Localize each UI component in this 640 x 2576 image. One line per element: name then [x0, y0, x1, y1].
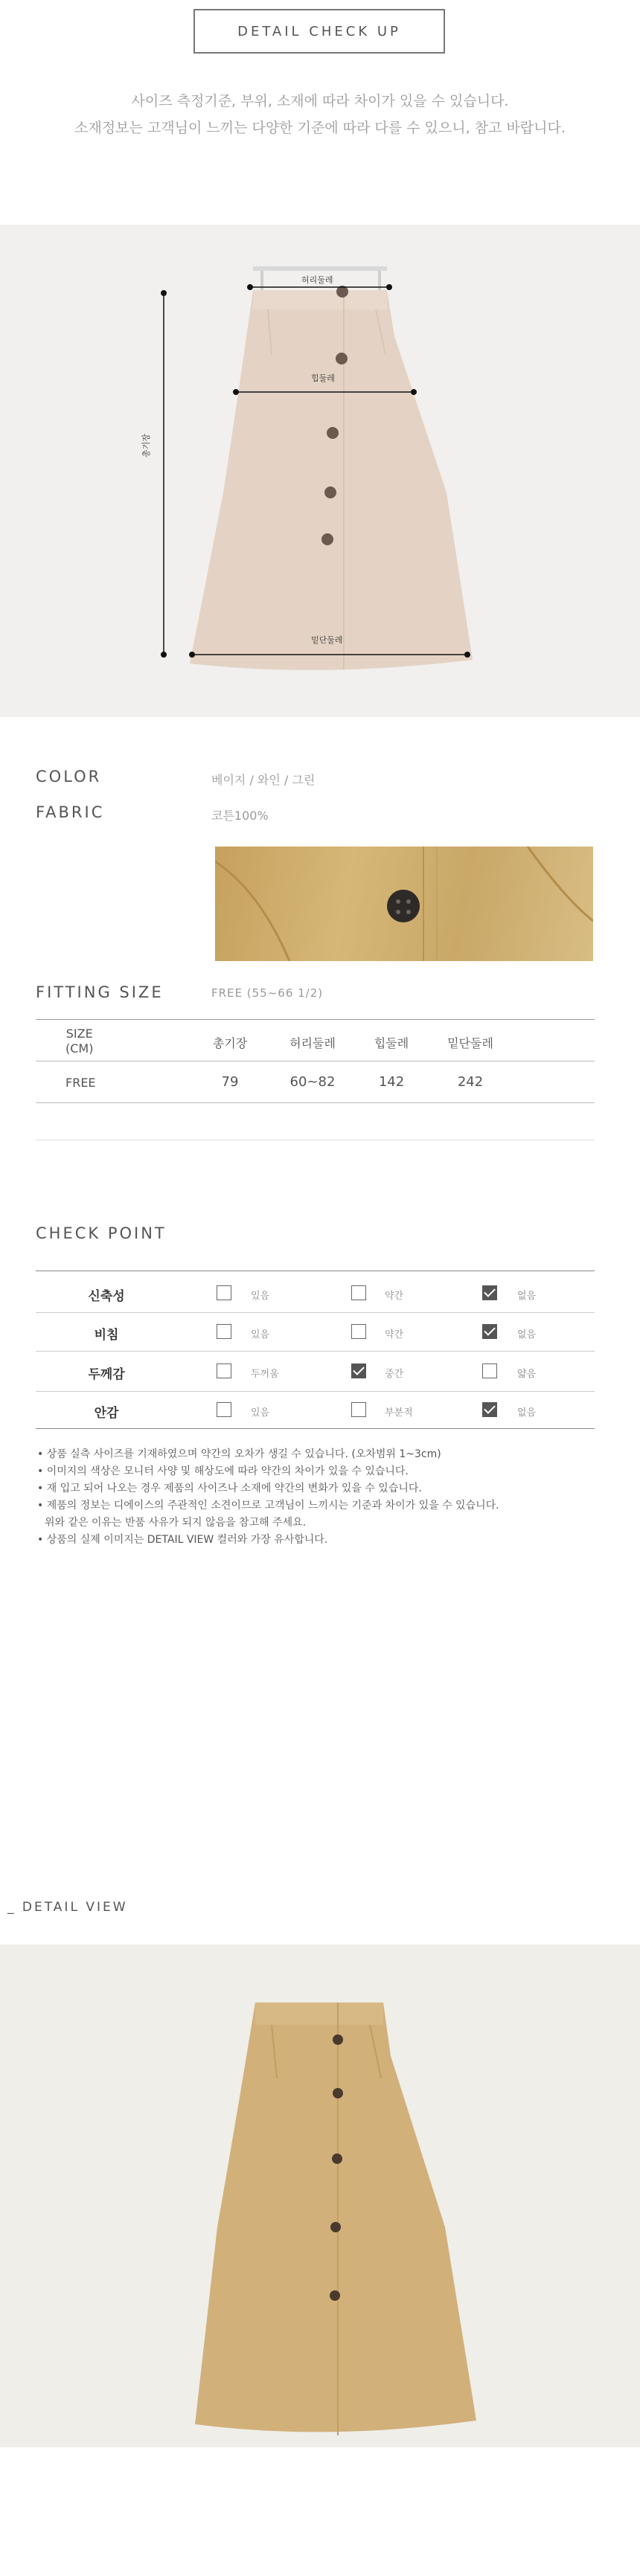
detail-view-photo [0, 1944, 640, 2447]
check-point-title: CHECK POINT [36, 1224, 167, 1242]
size-table-top-rule [36, 1019, 595, 1020]
value-length: 79 [221, 1074, 239, 1090]
check-row-rule [36, 1391, 595, 1392]
detail-skirt-illustration [0, 1944, 640, 2447]
col-length: 총기장 [212, 1036, 248, 1050]
check-row-label: 두께감 [88, 1367, 125, 1382]
checkbox[interactable] [351, 1285, 366, 1300]
check-option: 약간 [385, 1291, 404, 1302]
size-row-label: FREE [65, 1076, 96, 1090]
checkbox[interactable] [351, 1324, 366, 1339]
length-measure-label: 총기장 [141, 434, 151, 457]
fabric-label: FABRIC [36, 803, 105, 821]
check-option: 약간 [385, 1329, 404, 1340]
col-hip: 힙둘레 [374, 1036, 409, 1050]
value-hip: 142 [378, 1074, 405, 1090]
detail-view-label: _ DETAIL VIEW [7, 1900, 128, 1915]
waist-measure-label: 허리둘레 [301, 275, 333, 285]
hip-measure-label: 힙둘레 [311, 373, 335, 383]
check-option: 얇음 [517, 1369, 537, 1380]
checkbox[interactable] [351, 1402, 366, 1417]
check-row-label: 안감 [94, 1406, 119, 1421]
check-option: 없음 [517, 1407, 537, 1419]
note-item: • 재 입고 되어 나오는 경우 제품의 사이즈나 소재에 약간의 변화가 있을 수 있습니다. [37, 1483, 422, 1494]
intro-line-1: 사이즈 측정기준, 부위, 소재에 따라 차이가 있을 수 있습니다. [131, 93, 509, 109]
note-item: • 제품의 정보는 디에이스의 주관적인 소견이므로 고객님이 느끼시는 기준과 차이가 있을 수 있습니다. [37, 1500, 499, 1512]
check-option: 있음 [251, 1329, 270, 1340]
check-option: 있음 [251, 1291, 270, 1302]
check-table-bottom-rule [36, 1428, 595, 1429]
checkbox-checked[interactable] [482, 1402, 497, 1417]
checkbox-checked[interactable] [482, 1285, 497, 1300]
checkbox[interactable] [217, 1364, 231, 1378]
check-option: 두꺼움 [251, 1369, 279, 1380]
checkbox[interactable] [217, 1285, 231, 1300]
checkbox[interactable] [482, 1364, 497, 1378]
check-row-rule [36, 1312, 595, 1313]
size-header [65, 1027, 93, 1056]
checkbox-checked[interactable] [482, 1324, 497, 1339]
check-row-label: 신축성 [88, 1289, 125, 1304]
note-item: • 상품 실측 사이즈를 기재하였으며 약간의 오차가 생길 수 있습니다. (오차범위 1~3cm) [37, 1448, 441, 1460]
note-item: • 상품의 실제 이미지는 DETAIL VIEW 컬러와 가장 유사합니다. [37, 1534, 328, 1546]
check-option: 있음 [251, 1407, 270, 1419]
color-value: 베이지 / 와인 / 그린 [211, 773, 316, 787]
check-option: 중간 [385, 1369, 404, 1380]
detail-check-up-title: DETAIL CHECK UP [193, 9, 445, 54]
check-row-rule [36, 1351, 595, 1352]
fabric-value: 코튼100% [211, 809, 269, 823]
checkbox[interactable] [217, 1324, 231, 1339]
col-hem: 밑단둘레 [447, 1036, 493, 1050]
size-header-line-1: SIZE [65, 1027, 93, 1041]
size-table-bottom-rule [36, 1102, 595, 1103]
fitting-size-value: FREE (55~66 1/2) [211, 986, 324, 1000]
check-option: 없음 [517, 1291, 537, 1302]
color-label: COLOR [36, 768, 102, 786]
size-header-line-2: (CM) [65, 1041, 94, 1056]
check-option: 부분적 [385, 1407, 413, 1419]
fabric-closeup-illustration [215, 847, 593, 961]
hem-measure-label: 밑단둘레 [311, 635, 343, 645]
fitting-size-label: FITTING SIZE [36, 983, 164, 1001]
note-item: • 이미지의 색상은 모니터 사양 및 해상도에 따라 약간의 차이가 있을 수 있습니다. [37, 1465, 409, 1477]
fabric-closeup-photo [215, 847, 593, 961]
value-hem: 242 [457, 1074, 484, 1090]
checkbox-checked[interactable] [351, 1364, 366, 1378]
checkbox[interactable] [217, 1402, 231, 1417]
intro-line-2: 소재정보는 고객님이 느끼는 다양한 기준에 따라 다를 수 있으니, 참고 바랍니다. [74, 120, 566, 136]
col-waist: 허리둘레 [289, 1036, 336, 1050]
note-item: 위와 같은 이유는 반품 사유가 되지 않음을 참고해 주세요. [45, 1517, 307, 1529]
check-option: 없음 [517, 1329, 537, 1340]
notes-list [37, 1446, 603, 1549]
value-waist: 60~82 [289, 1074, 336, 1090]
check-row-label: 비침 [94, 1328, 119, 1343]
